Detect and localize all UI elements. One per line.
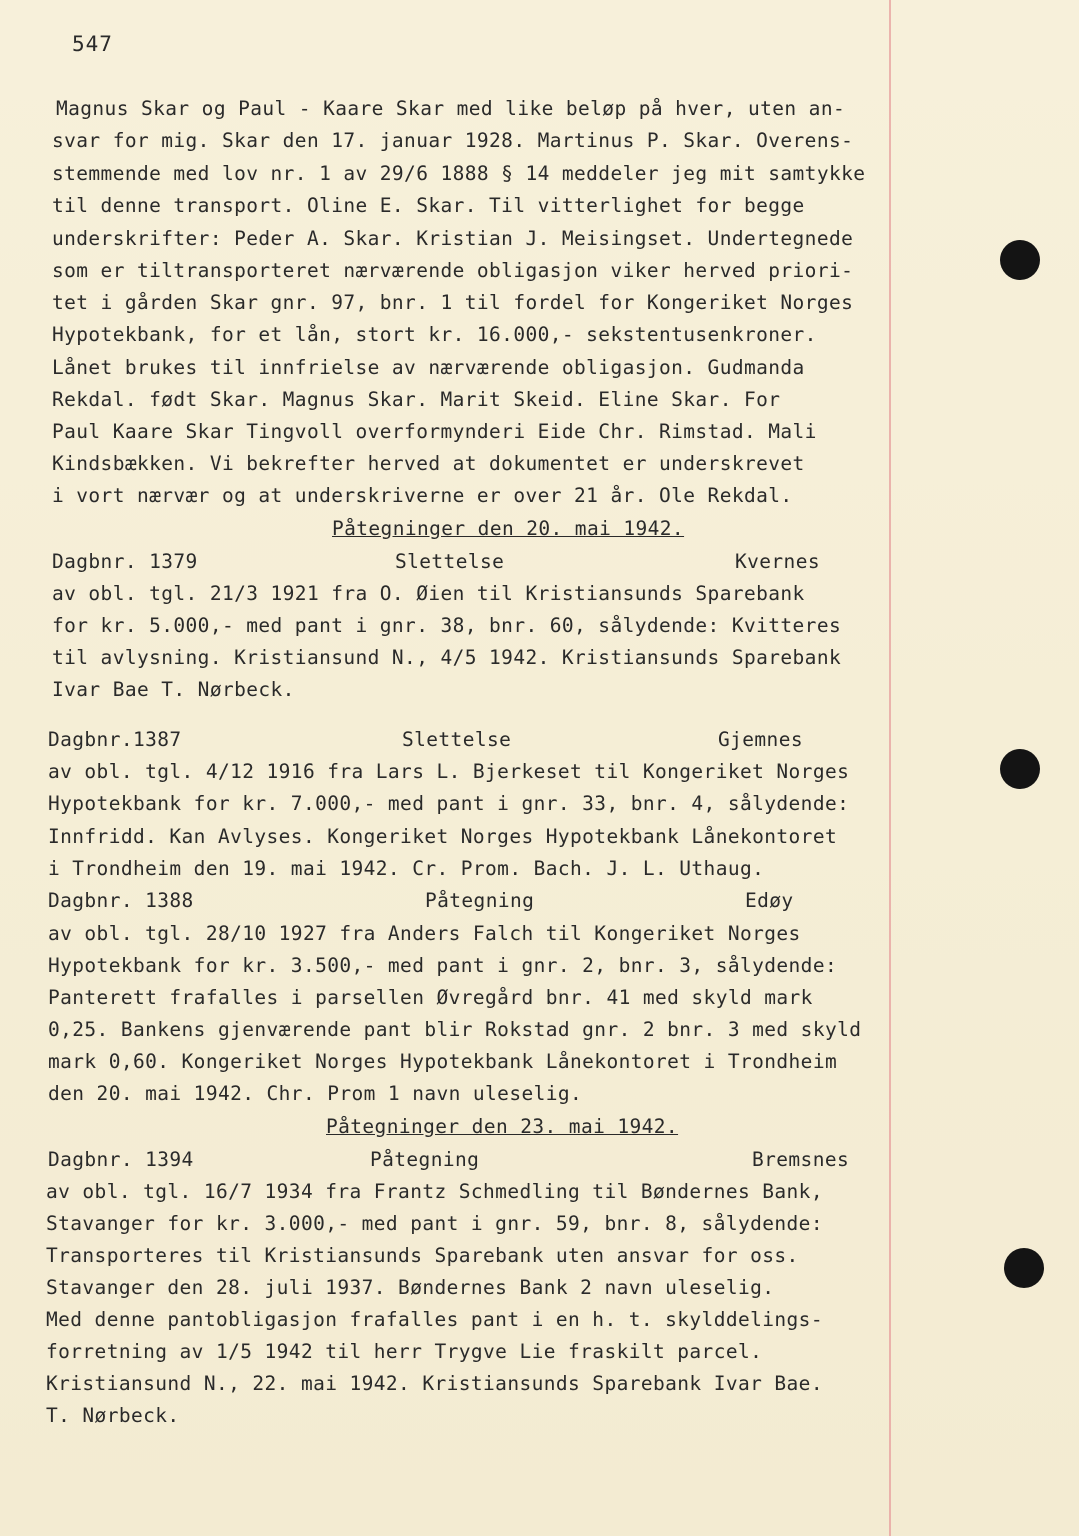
entry-number: Dagbnr. 1379 [52, 550, 198, 573]
text-line: Innfridd. Kan Avlyses. Kongeriket Norges Hypotekbank Lånekontoret [48, 825, 838, 848]
entry-place: Kvernes [735, 550, 820, 573]
text-line: forretning av 1/5 1942 til herr Trygve Lie fraskilt parcel. [46, 1340, 763, 1363]
punch-hole [1000, 749, 1040, 789]
entry-place: Edøy [745, 889, 794, 912]
text-line: av obl. tgl. 28/10 1927 fra Anders Falch til Kongeriket Norges [48, 922, 801, 945]
entry-place: Bremsnes [752, 1148, 850, 1171]
text-line: Magnus Skar og Paul - Kaare Skar med like beløp på hver, uten an- [56, 97, 846, 120]
entry-type: Slettelse [395, 550, 505, 573]
entry-type: Slettelse [402, 728, 512, 751]
section-heading: Påtegninger den 23. mai 1942. [326, 1115, 679, 1138]
entry-type: Påtegning [425, 889, 535, 912]
text-line: den 20. mai 1942. Chr. Prom 1 navn uleselig. [48, 1082, 583, 1105]
text-line: av obl. tgl. 16/7 1934 fra Frantz Schmedling til Bøndernes Bank, [46, 1180, 823, 1203]
text-line: til avlysning. Kristiansund N., 4/5 1942. Kristiansunds Sparebank [52, 646, 842, 669]
entry-place: Gjemnes [718, 728, 803, 751]
page-number: 547 [72, 32, 113, 56]
text-line: som er tiltransporteret nærværende obligasjon viker herved priori- [52, 259, 854, 282]
text-line: Kindsbækken. Vi bekrefter herved at dokumentet er underskrevet [52, 452, 805, 475]
punch-hole [1004, 1248, 1044, 1288]
text-line: underskrifter: Peder A. Skar. Kristian J. Meisingset. Undertegnede [52, 227, 854, 250]
text-line: svar for mig. Skar den 17. januar 1928. Martinus P. Skar. Overens- [52, 129, 854, 152]
text-line: Lånet brukes til innfrielse av nærværende obligasjon. Gudmanda [52, 356, 805, 379]
text-line: av obl. tgl. 4/12 1916 fra Lars L. Bjerkeset til Kongeriket Norges [48, 760, 850, 783]
text-line: Stavanger den 28. juli 1937. Bøndernes Bank 2 navn uleselig. [46, 1276, 775, 1299]
text-line: til denne transport. Oline E. Skar. Til vitterlighet for begge [52, 194, 805, 217]
text-line: Stavanger for kr. 3.000,- med pant i gnr. 59, bnr. 8, sålydende: [46, 1212, 823, 1235]
text-line: Paul Kaare Skar Tingvoll overformynderi Eide Chr. Rimstad. Mali [52, 420, 817, 443]
text-line: 0,25. Bankens gjenværende pant blir Rokstad gnr. 2 bnr. 3 med skyld [48, 1018, 862, 1041]
text-line: Transporteres til Kristiansunds Sparebank uten ansvar for oss. [46, 1244, 799, 1267]
text-line: av obl. tgl. 21/3 1921 fra O. Øien til Kristiansunds Sparebank [52, 582, 805, 605]
text-line: Ivar Bae T. Nørbeck. [52, 678, 295, 701]
entry-number: Dagbnr. 1394 [48, 1148, 194, 1171]
text-line: Kristiansund N., 22. mai 1942. Kristiansunds Sparebank Ivar Bae. [46, 1372, 823, 1395]
entry-type: Påtegning [370, 1148, 480, 1171]
text-line: tet i gården Skar gnr. 97, bnr. 1 til fordel for Kongeriket Norges [52, 291, 854, 314]
text-line: i vort nærvær og at underskriverne er over 21 år. Ole Rekdal. [52, 484, 793, 507]
text-line: stemmende med lov nr. 1 av 29/6 1888 § 14 meddeler jeg mit samtykke [52, 162, 866, 185]
text-line: Hypotekbank, for et lån, stort kr. 16.000,- sekstentusenkroner. [52, 323, 817, 346]
text-line: Med denne pantobligasjon frafalles pant i en h. t. skylddelings- [46, 1308, 823, 1331]
text-line: T. Nørbeck. [46, 1404, 180, 1427]
entry-number: Dagbnr.1387 [48, 728, 182, 751]
margin-line [889, 0, 891, 1536]
text-line: Hypotekbank for kr. 7.000,- med pant i gnr. 33, bnr. 4, sålydende: [48, 792, 850, 815]
punch-hole [1000, 240, 1040, 280]
text-line: mark 0,60. Kongeriket Norges Hypotekbank Lånekontoret i Trondheim [48, 1050, 838, 1073]
text-line: Panterett frafalles i parsellen Øvregård bnr. 41 med skyld mark [48, 986, 813, 1009]
section-heading: Påtegninger den 20. mai 1942. [332, 517, 685, 540]
text-line: for kr. 5.000,- med pant i gnr. 38, bnr. 60, sålydende: Kvitteres [52, 614, 842, 637]
text-line: Rekdal. født Skar. Magnus Skar. Marit Skeid. Eline Skar. For [52, 388, 781, 411]
entry-number: Dagbnr. 1388 [48, 889, 194, 912]
text-line: Hypotekbank for kr. 3.500,- med pant i gnr. 2, bnr. 3, sålydende: [48, 954, 838, 977]
text-line: i Trondheim den 19. mai 1942. Cr. Prom. Bach. J. L. Uthaug. [48, 857, 765, 880]
